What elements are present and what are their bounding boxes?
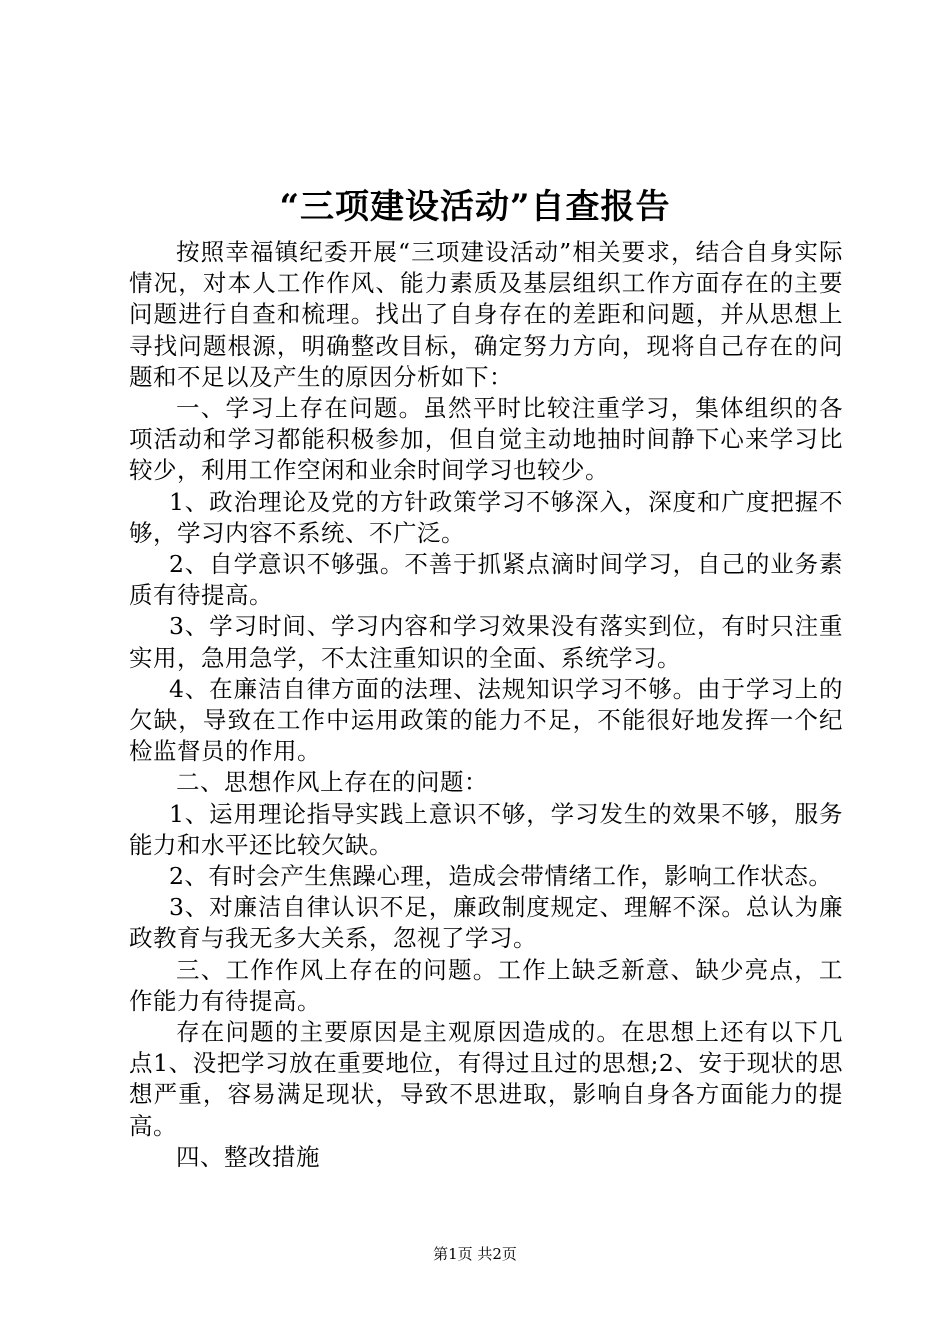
document-title: “三项建设活动”自查报告 [279,187,671,227]
paragraph-item-1-2: 2、自学意识不够强。不善于抓紧点滴时间学习，自己的业务素质有待提高。 [129,550,843,610]
paragraph-section-1: 一、学习上存在问题。虽然平时比较注重学习，集体组织的各项活动和学习都能积极参加，但自觉主动地抽时间静下心来学习比较少，利用工作空闲和业余时间学习也较少。 [129,394,843,485]
document-body [129,237,843,1173]
page-number-footer: 第1页 共2页 [433,1245,517,1263]
paragraph-item-2-3: 3、对廉洁自律认识不足，廉政制度规定、理解不深。总认为廉政教育与我无多大关系，忽视了学习。 [129,893,843,953]
paragraph-section-3: 三、工作作风上存在的问题。工作上缺乏新意、缺少亮点，工作能力有待提高。 [129,955,843,1015]
paragraph-item-1-1: 1、政治理论及党的方针政策学习不够深入，深度和广度把握不够，学习内容不系统、不广泛。 [129,487,843,547]
paragraph-section-4: 四、整改措施 [176,1142,320,1171]
paragraph-cause-analysis: 存在问题的主要原因是主观原因造成的。在思想上还有以下几点1、没把学习放在重要地位，有得过且过的思想;2、安于现状的思想严重，容易满足现状，导致不思进取，影响自身各方面能力的提高。 [129,1018,843,1140]
paragraph-intro: 按照幸福镇纪委开展“三项建设活动”相关要求，结合自身实际情况，对本人工作作风、能力素质及基层组织工作方面存在的主要问题进行自查和梳理。找出了自身存在的差距和问题，并从思想上寻找问题根源，明确整改目标，确定努力方向，现将自己存在的问题和不足以及产生的原因分析如下： [129,238,843,391]
paragraph-section-2: 二、思想作风上存在的问题： [176,768,488,797]
paragraph-item-1-3: 3、学习时间、学习内容和学习效果没有落实到位，有时只注重实用，急用急学，不太注重知识的全面、系统学习。 [129,612,843,672]
paragraph-item-1-4: 4、在廉洁自律方面的法理、法规知识学习不够。由于学习上的欠缺，导致在工作中运用政策的能力不足，不能很好地发挥一个纪检监督员的作用。 [129,674,843,766]
paragraph-item-2-1: 1、运用理论指导实践上意识不够，学习发生的效果不够，服务能力和水平还比较欠缺。 [129,799,843,859]
paragraph-item-2-2: 2、有时会产生焦躁心理，造成会带情绪工作，影响工作状态。 [168,862,833,891]
